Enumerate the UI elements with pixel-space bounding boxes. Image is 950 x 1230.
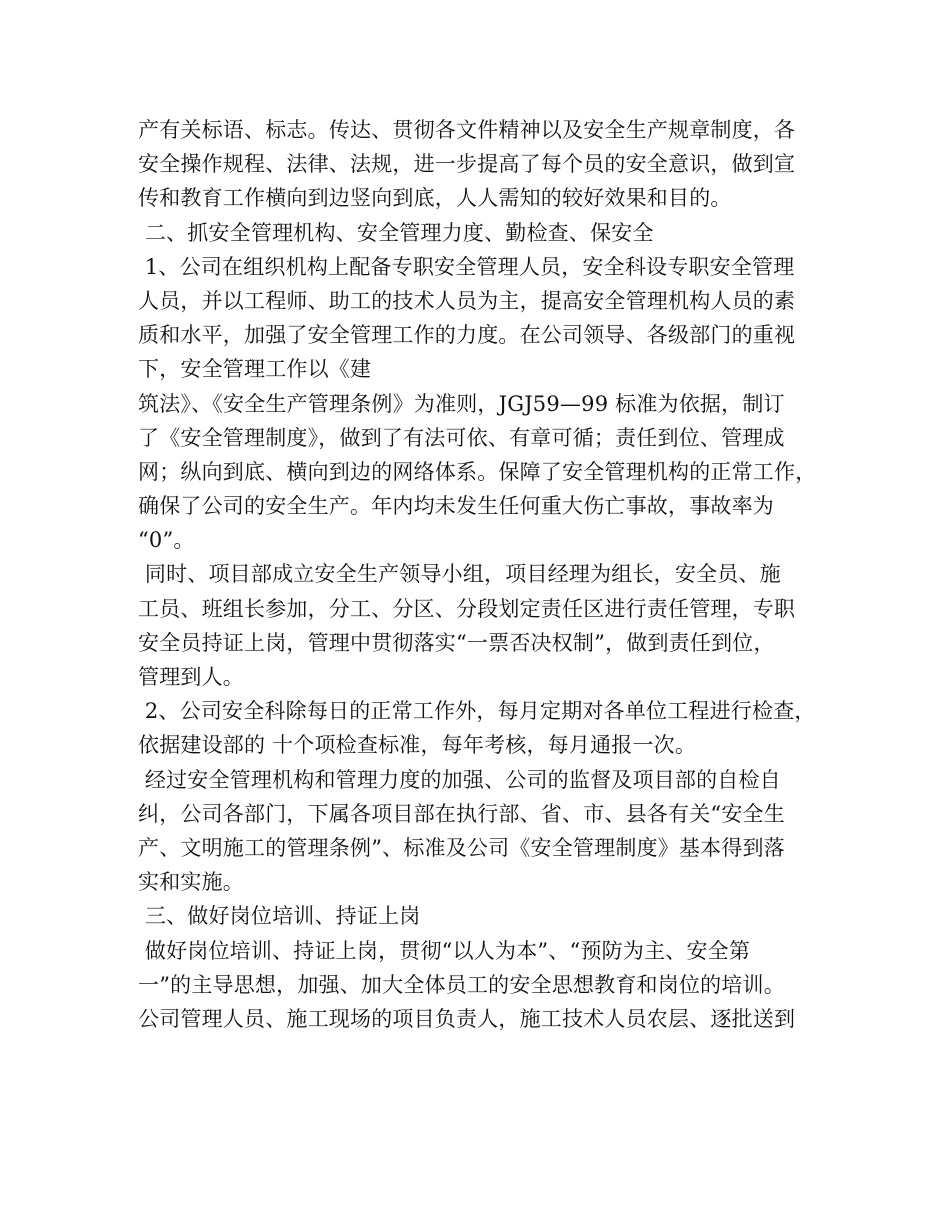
body-line: 同时、项目部成立安全生产领导小组，项目经理为组长，安全员、施: [138, 562, 781, 587]
body-line: 经过安全管理机构和管理力度的加强、公司的监督及项目部的自检自: [138, 767, 781, 792]
body-line: 产、文明施工的管理条例”、标准及公司《安全管理制度》基本得到落: [138, 835, 785, 860]
body-line: 确保了公司的安全生产。年内均未发生任何重大伤亡事故，事故率为: [138, 494, 774, 519]
body-line: 下，安全管理工作以《建: [138, 357, 372, 382]
body-line: 安全操作规程、法律、法规，进一步提高了每个员的安全意识，做到宣: [138, 152, 796, 177]
body-line: 传和教育工作横向到边竖向到底，人人需知的较好效果和目的。: [138, 186, 732, 211]
body-line: 实和实施。: [138, 870, 244, 895]
body-line: “0”。: [138, 528, 195, 553]
body-line: 1、公司在组织机构上配备专职安全管理人员，安全科设专职安全管理: [138, 254, 795, 279]
body-line: 网；纵向到底、横向到边的网络体系。保障了安全管理机构的正常工作，: [138, 459, 817, 484]
body-line: 产有关标语、标志。传达、贯彻各文件精神以及安全生产规章制度，各: [138, 118, 796, 142]
body-line: 纠，公司各部门，下属各项目部在执行部、省、市、县各有关“安全生: [138, 801, 785, 826]
body-line: 工员、班组长参加，分工、分区、分段划定责任区进行责任管理，专职: [138, 596, 796, 621]
body-line: 人员，并以工程师、助工的技术人员为主，提高安全管理机构人员的素: [138, 288, 796, 313]
body-line: 公司管理人员、施工现场的项目负责人，施工技术人员农层、逐批送到: [138, 1006, 796, 1031]
section-heading-3: 三、做好岗位培训、持证上岗: [138, 904, 421, 929]
body-line: 管理到人。: [138, 665, 244, 689]
body-line: 依据建设部的 十个项检查标准，每年考核，每月通报一次。: [138, 733, 697, 758]
body-line: 安全员持证上岗，管理中贯彻落实“一票否决权制”，做到责任到位，: [138, 630, 775, 655]
body-line: 了《安全管理制度》，做到了有法可依、有章可循；责任到位、管理成: [138, 425, 785, 450]
document-body: [138, 113, 838, 1036]
body-line: 一”的主导思想，加强、加大全体员工的安全思想教育和岗位的培训。: [138, 972, 785, 997]
body-line: 质和水平，加强了安全管理工作的力度。在公司领导、各级部门的重视: [138, 323, 796, 348]
section-heading-2: 二、抓安全管理机构、安全管理力度、勤检查、保安全: [138, 220, 654, 245]
body-line: 做好岗位培训、持证上岗，贯彻“以人为本”、“预防为主、安全第: [138, 938, 751, 963]
body-line: 筑法》、《安全生产管理条例》为准则，JGJ59—99 标准为依据，制订: [138, 391, 785, 416]
body-line: 2、公司安全科除每日的正常工作外，每月定期对各单位工程进行检查，: [138, 699, 816, 724]
